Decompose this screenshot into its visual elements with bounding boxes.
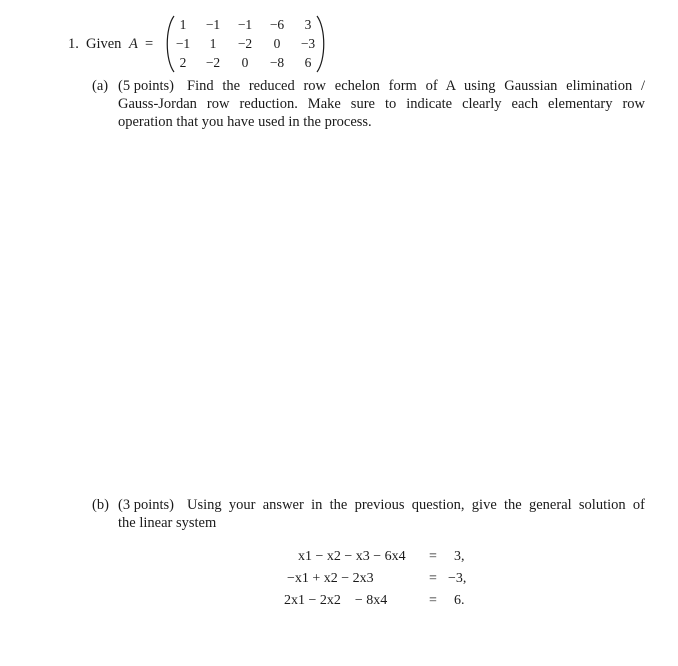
part-b-line-2: the linear system (118, 515, 217, 531)
part-b-line-1: Using your answer in the previous question, give the general solution of (187, 497, 645, 513)
part-a-line-3: operation that you have used in the process. (118, 114, 372, 130)
equation-2-lhs: −x1 + x2 − 2x3 (287, 571, 374, 586)
equation-3-lhs: 2x1 − 2x2 − 8x4 (284, 593, 388, 608)
problem-number: 1. (68, 36, 79, 52)
equation-2-relation: = (429, 571, 437, 586)
matrix-name: A (129, 36, 138, 52)
equation-1-lhs: x1 − x2 − x3 − 6x4 (298, 549, 406, 564)
part-a-line-1: Find the reduced row echelon form of A using Gaussian elimination / (187, 78, 645, 94)
equation-3-relation: = (429, 593, 437, 608)
equals-sign: = (145, 36, 154, 52)
part-a-line-2: Gauss-Jordan row reduction. Make sure to indicate clearly each elementary row (118, 96, 645, 112)
given-label: Given (86, 36, 122, 52)
part-a-label: (a) (92, 78, 109, 94)
part-a-points: (5 points) (118, 78, 174, 94)
equation-2-rhs: −3, (448, 571, 467, 586)
right-parenthesis (315, 14, 329, 74)
part-b-label: (b) (92, 497, 109, 513)
equation-1-relation: = (429, 549, 437, 564)
part-b-points: (3 points) (118, 497, 174, 513)
equation-1-rhs: 3, (454, 549, 465, 564)
left-parenthesis (162, 14, 176, 74)
equation-3-rhs: 6. (454, 593, 465, 608)
